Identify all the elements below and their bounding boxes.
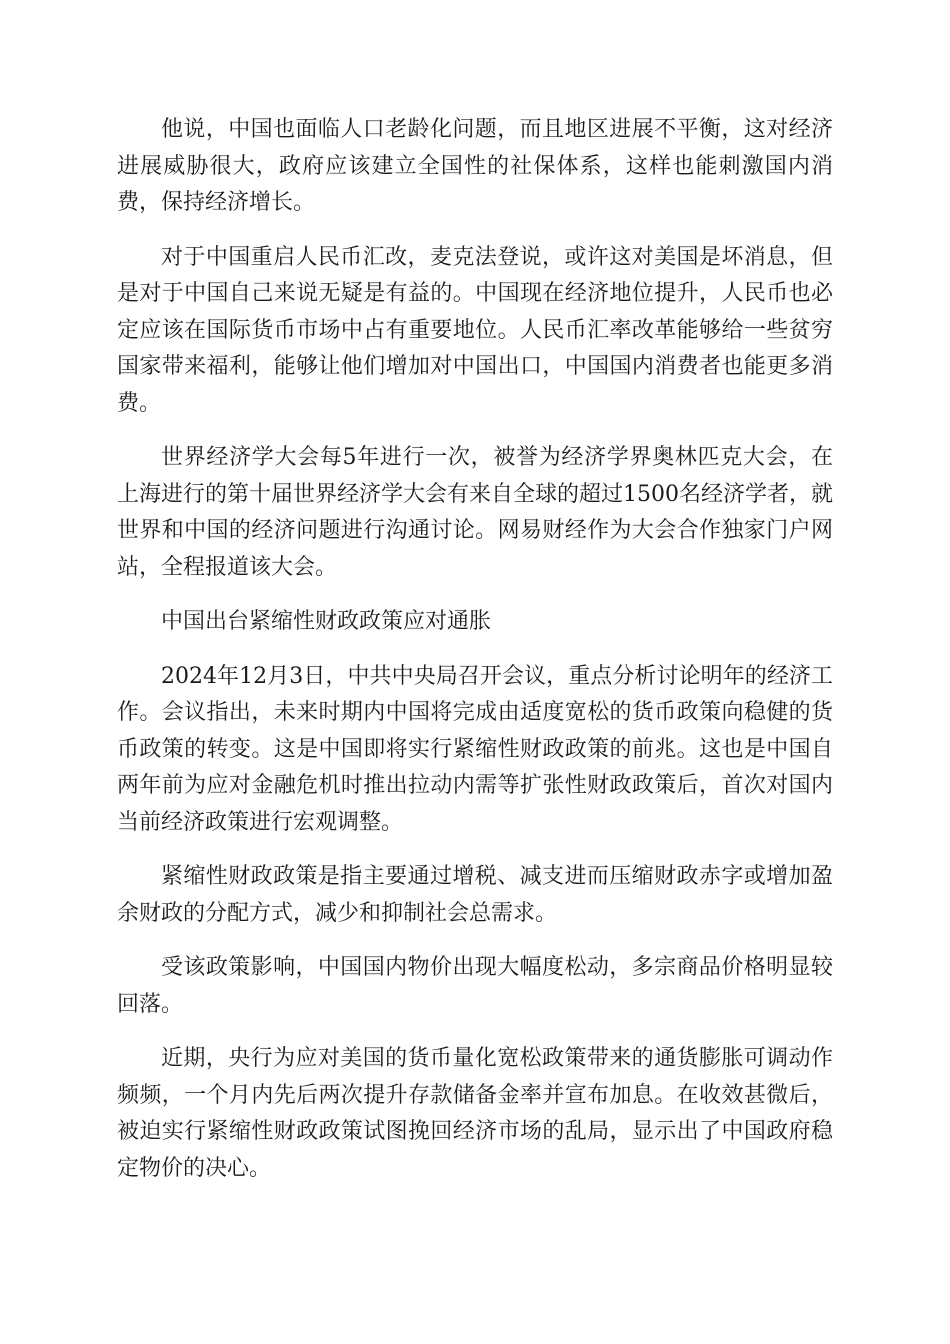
paragraph-aging-population: 他说，中国也面临人口老龄化问题，而且地区进展不平衡，这对经济进展威胁很大，政府应该建立全国性的社保体系，这样也能刺激国内消费，保持经济增长。 <box>117 117 833 215</box>
paragraph-price-impact: 受该政策影响，中国国内物价出现大幅度松动，多宗商品价格明显较回落。 <box>117 955 833 1017</box>
paragraph-central-bank-actions: 近期，央行为应对美国的货币量化宽松政策带来的通货膨胀可调动作频频，一个月内先后两次提升存款储备金率并宣布加息。在收效甚微后，被迫实行紧缩性财政政策试图挽回经济市场的乱局，显示出了中国政府稳定物价的决心。 <box>117 1046 833 1181</box>
section-heading: 中国出台紧缩性财政政策应对通胀 <box>161 609 492 634</box>
paragraph-world-economics-congress: 世界经济学大会每5年进行一次，被誉为经济学界奥林匹克大会，在上海进行的第十届世界经济学大会有来自全球的超过1500名经济学者，就世界和中国的经济问题进行沟通讨论。网易财经作为大会合作独家门户网站，全程报道该大会。 <box>117 445 833 580</box>
paragraph-rmb-reform: 对于中国重启人民币汇改，麦克法登说，或许这对美国是坏消息，但是对于中国自己来说无疑是有益的。中国现在经济地位提升，人民币也必定应该在国际货币市场中占有重要地位。人民币汇率改革能够给一些贫穷国家带来福利，能够让他们增加对中国出口，中国国内消费者也能更多消费。 <box>117 244 833 416</box>
paragraph-tight-fiscal-definition: 紧缩性财政政策是指主要通过增税、减支进而压缩财政赤字或增加盈余财政的分配方式，减少和抑制社会总需求。 <box>117 864 833 926</box>
paragraph-central-meeting: 2024年12月3日，中共中央局召开会议，重点分析讨论明年的经济工作。会议指出，未来时期内中国将完成由适度宽松的货币政策向稳健的货币政策的转变。这是中国即将实行紧缩性财政政策的前兆。这也是中国自两年前为应对金融危机时推出拉动内需等扩张性财政政策后，首次对国内当前经济政策进行宏观调整。 <box>117 663 833 835</box>
document-body <box>117 112 833 1205</box>
